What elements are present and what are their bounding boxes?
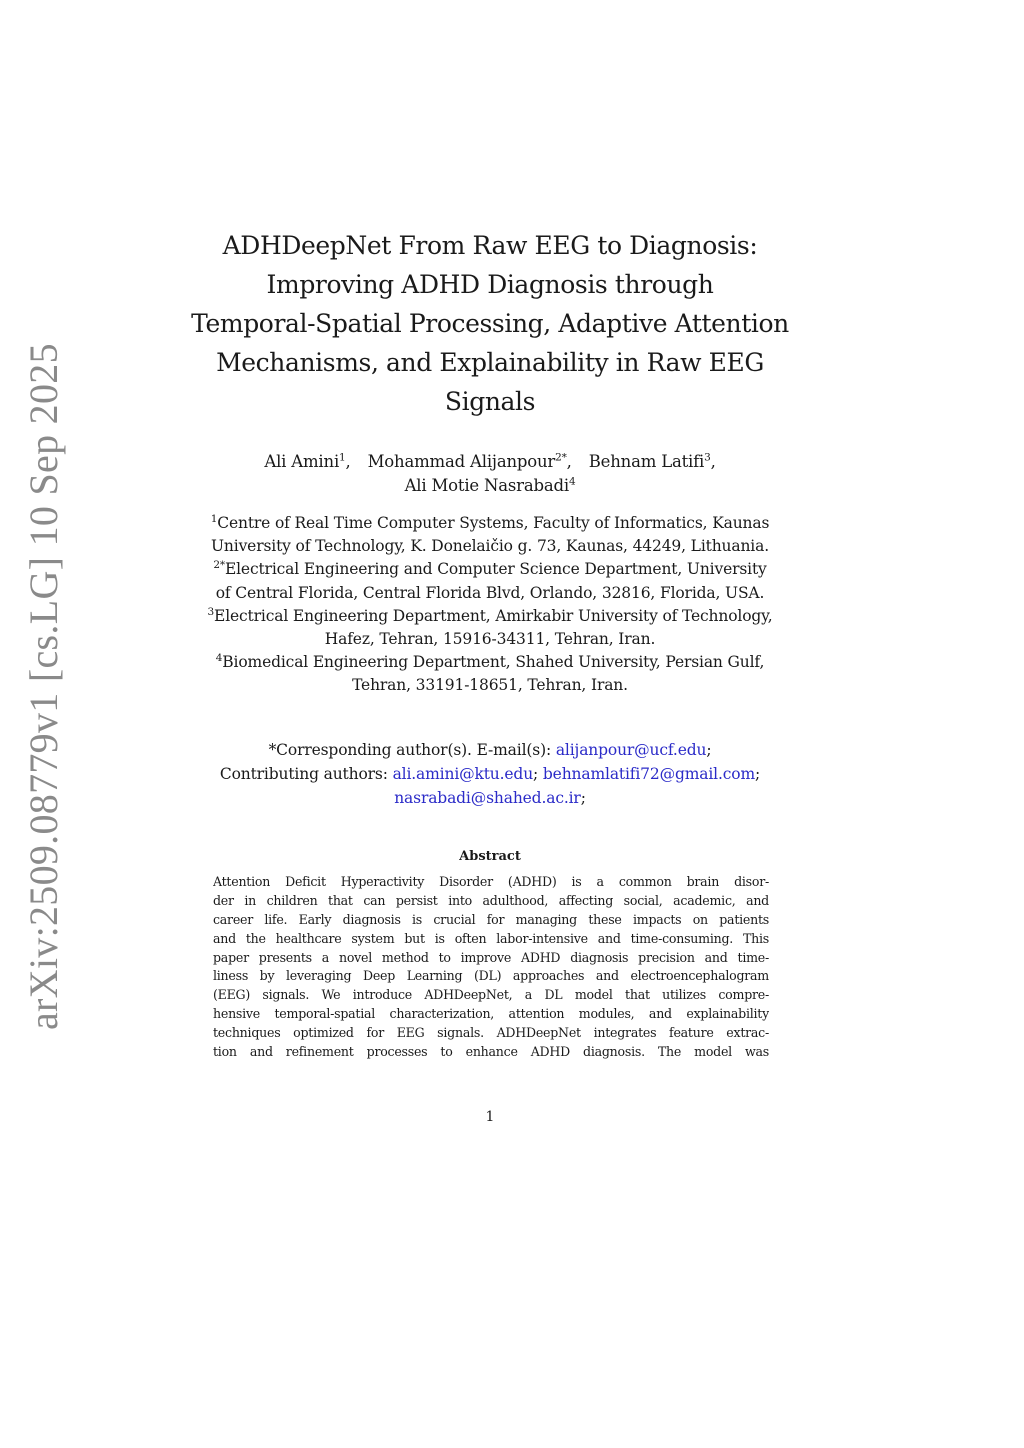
author-list [180, 450, 800, 498]
email-separator: ; [755, 765, 761, 783]
affiliation-line [160, 674, 820, 697]
affiliation-marker: 4 [215, 652, 223, 665]
title-line: Mechanisms, and Explainability in Raw EEG [216, 348, 764, 377]
email-separator: ; [533, 765, 539, 783]
affiliation-marker: 3 [207, 605, 215, 618]
author-affiliation-marker: 1 [339, 451, 346, 464]
corresponding-label: *Corresponding author(s). E-mail(s): [268, 741, 552, 759]
contributing-email-link[interactable]: ali.amini@ktu.edu [392, 765, 534, 783]
affiliation-text: University of Technology, K. Donelaičio g. 73, Kaunas, 44249, Lithuania. [211, 537, 769, 556]
abstract-line: (EEG) signals. We introduce ADHDeepNet, a DL model that utilizes compre- [213, 987, 769, 1003]
affiliation-text: Hafez, Tehran, 15916-34311, Tehran, Iran. [324, 630, 656, 649]
page-number: 1 [485, 1109, 495, 1125]
contributing-authors-line [160, 762, 820, 786]
author-affiliation-marker: 4 [568, 475, 576, 488]
affiliation-line [160, 628, 820, 651]
corresponding-author-line [160, 738, 820, 762]
author-name: Mohammad Alijanpour [367, 452, 556, 471]
affiliation-line [160, 651, 820, 674]
affiliation-line [160, 535, 820, 558]
author-line [180, 474, 800, 498]
abstract-line: der in children that can persist into adulthood, affecting social, academic, and [213, 892, 769, 908]
affiliation-text: Tehran, 33191-18651, Tehran, Iran. [352, 676, 628, 695]
affiliation-list [160, 512, 820, 698]
affiliation-text: Electrical Engineering and Computer Science Department, University [224, 560, 767, 579]
abstract-line: liness by leveraging Deep Learning (DL) approaches and electroencephalogram [213, 968, 769, 984]
affiliation-line [160, 512, 820, 535]
email-separator: ; [706, 741, 712, 759]
email-separator: ; [580, 789, 586, 807]
author-name: Ali Motie Nasrabadi [404, 476, 569, 495]
author-separator: , [566, 452, 572, 471]
author-affiliation-marker: 3 [704, 451, 711, 464]
contributing-label: Contributing authors: [219, 765, 388, 783]
affiliation-line [160, 582, 820, 605]
corresponding-email-link[interactable]: alijanpour@ucf.edu [555, 741, 707, 759]
title-line: Improving ADHD Diagnosis through [266, 270, 714, 299]
arxiv-identifier-stamp: arXiv:2509.08779v1 [cs.LG] 10 Sep 2025 [21, 343, 66, 1030]
title-line: Signals [444, 387, 536, 416]
abstract-line: Attention Deficit Hyperactivity Disorder (ADHD) is a common brain disor- [213, 874, 769, 889]
author-line [180, 450, 800, 474]
affiliation-text: of Central Florida, Central Florida Blvd, Orlando, 32816, Florida, USA. [215, 583, 765, 602]
paper-title [180, 226, 800, 421]
author-name: Ali Amini [264, 452, 340, 471]
abstract-body [213, 873, 769, 1062]
abstract-line: hensive temporal-spatial characterization, attention modules, and explainability [213, 1006, 769, 1022]
contributing-email-link[interactable]: nasrabadi@shahed.ac.ir [394, 789, 581, 807]
abstract-line: techniques optimized for EEG signals. ADHDeepNet integrates feature extrac- [213, 1025, 769, 1041]
author-name: Behnam Latifi [588, 452, 705, 471]
correspondence-block [160, 738, 820, 810]
affiliation-text: Biomedical Engineering Department, Shahed University, Persian Gulf, [222, 653, 765, 672]
author-affiliation-marker: 2* [555, 451, 567, 464]
title-line: ADHDeepNet From Raw EEG to Diagnosis: [222, 231, 758, 260]
title-line: Temporal-Spatial Processing, Adaptive Attention [191, 309, 789, 338]
affiliation-line [160, 558, 820, 581]
affiliation-text: Centre of Real Time Computer Systems, Faculty of Informatics, Kaunas [217, 514, 770, 532]
author-separator: , [710, 452, 716, 471]
abstract-line: career life. Early diagnosis is crucial for managing these impacts on patients [213, 911, 769, 927]
affiliation-line [160, 605, 820, 628]
author-separator: , [345, 452, 351, 471]
contributing-authors-line [160, 786, 820, 810]
abstract-line: and the healthcare system but is often labor-intensive and time-consuming. This [213, 930, 769, 946]
abstract-line: tion and refinement processes to enhance ADHD diagnosis. The model was [213, 1044, 769, 1060]
abstract-line: paper presents a novel method to improve ADHD diagnosis precision and time- [213, 949, 769, 965]
abstract-heading: Abstract [459, 849, 521, 864]
affiliation-marker: 2* [213, 559, 225, 572]
affiliation-marker: 1 [210, 512, 218, 525]
affiliation-text: Electrical Engineering Department, Amirkabir University of Technology, [214, 606, 773, 625]
contributing-email-link[interactable]: behnamlatifi72@gmail.com [542, 765, 756, 783]
